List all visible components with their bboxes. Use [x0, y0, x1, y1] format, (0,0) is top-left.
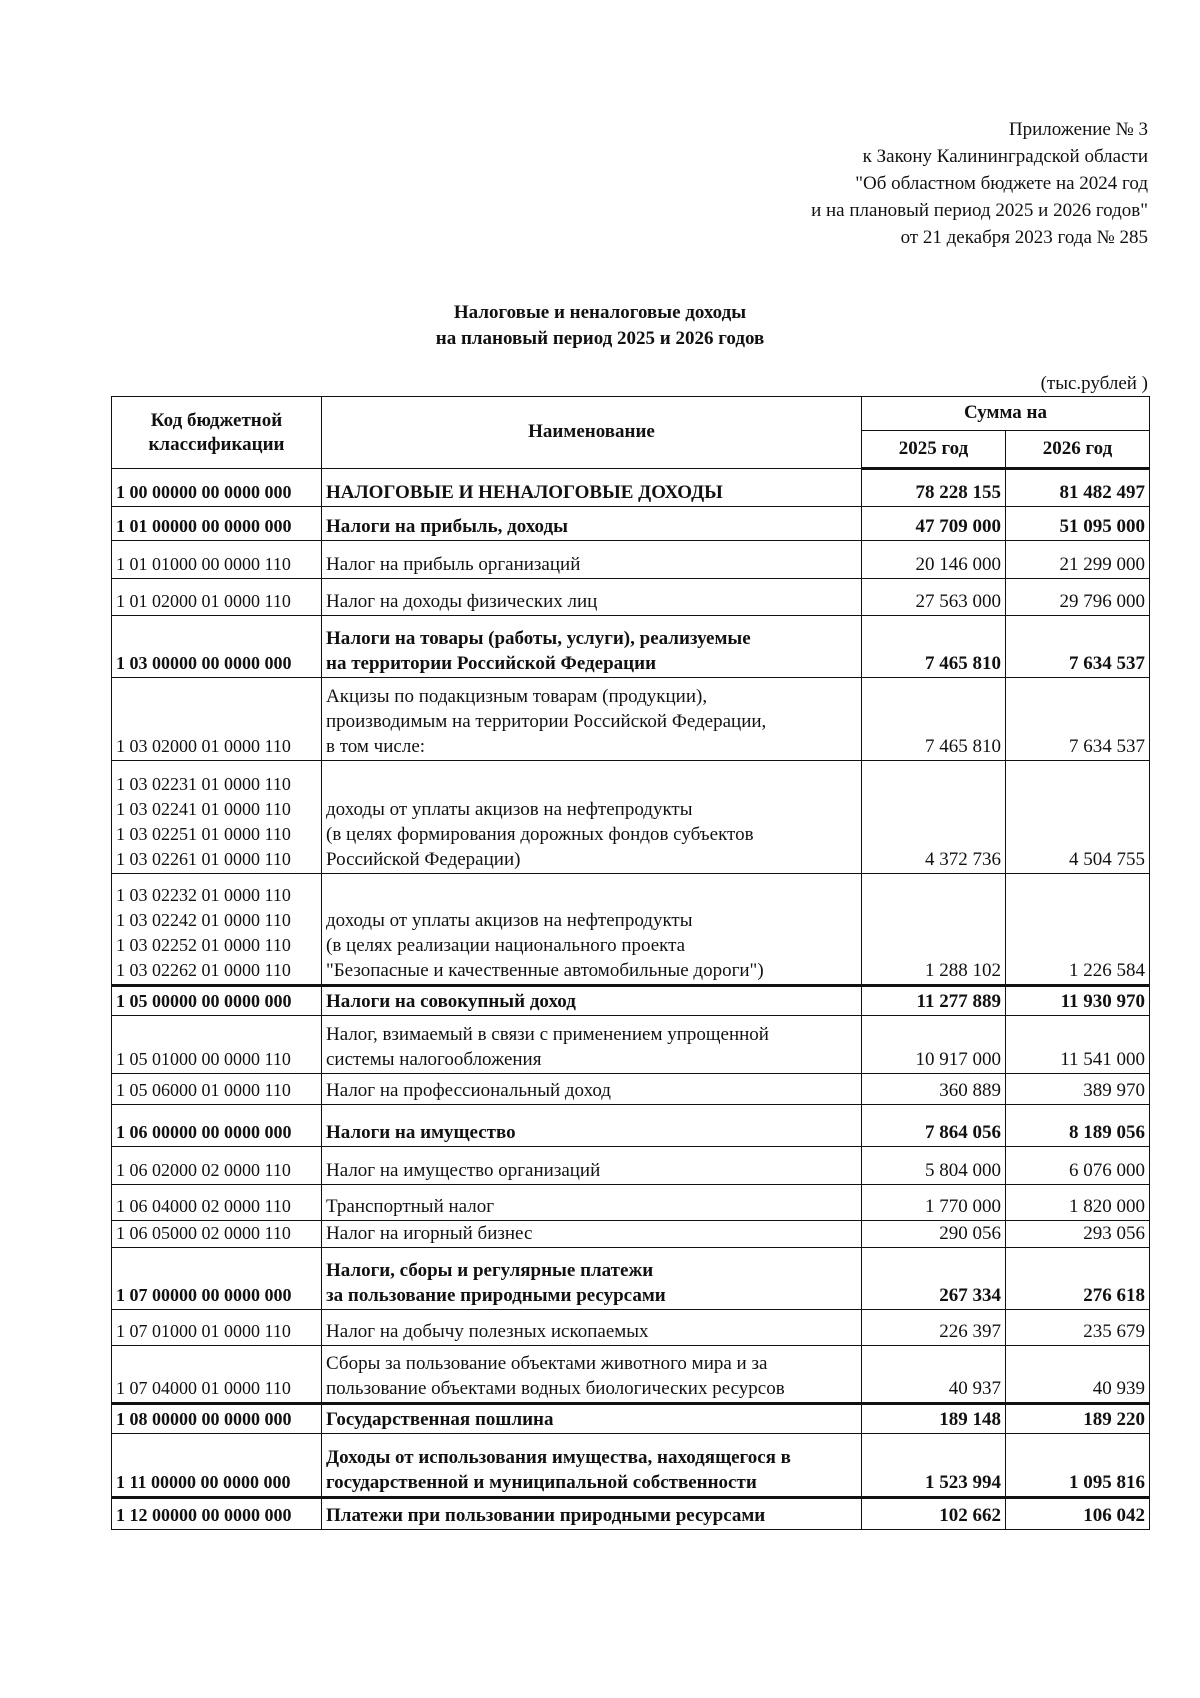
row-name: Налоги на товары (работы, услуги), реализуемые на территории Российской Федерации: [322, 616, 862, 678]
table-row: [112, 579, 1150, 616]
row-code: 1 11 00000 00 0000 000: [112, 1434, 322, 1498]
header-code: Код бюджетной классификации: [112, 397, 322, 469]
row-value-2025: 47 709 000: [862, 507, 1006, 541]
row-value-2026: 4 504 755: [1006, 761, 1150, 874]
units-note: (тыс.рублей ): [1040, 373, 1148, 394]
row-value-2026: 8 189 056: [1006, 1105, 1150, 1147]
row-code: 1 03 02232 01 0000 110 1 03 02242 01 0000 110 1 03 02252 01 0000 110 1 03 02262 01 0000 110: [112, 874, 322, 986]
row-name: доходы от уплаты акцизов на нефтепродукты (в целях реализации национального проекта "Безопасные и качественные автомобильные дороги"): [322, 874, 862, 986]
row-name: Налоги на прибыль, доходы: [322, 507, 862, 541]
row-name: Налог на игорный бизнес: [322, 1221, 862, 1248]
row-value-2025: 1 523 994: [862, 1434, 1006, 1498]
table-row: [112, 1498, 1150, 1530]
appendix-law-date: от 21 декабря 2023 года № 285: [900, 227, 1148, 248]
row-value-2026: 11 541 000: [1006, 1016, 1150, 1074]
row-code: 1 01 02000 01 0000 110: [112, 579, 322, 616]
row-value-2025: 102 662: [862, 1498, 1006, 1530]
row-value-2026: 51 095 000: [1006, 507, 1150, 541]
row-value-2026: 1 820 000: [1006, 1185, 1150, 1221]
row-name: Платежи при пользовании природными ресурсами: [322, 1498, 862, 1530]
row-value-2025: 4 372 736: [862, 761, 1006, 874]
row-value-2025: 10 917 000: [862, 1016, 1006, 1074]
row-name: Транспортный налог: [322, 1185, 862, 1221]
header-year-2026: 2026 год: [1006, 431, 1150, 469]
row-value-2025: 1 288 102: [862, 874, 1006, 986]
row-name: Налог на имущество организаций: [322, 1147, 862, 1185]
table-row: [112, 1185, 1150, 1221]
header-name: Наименование: [322, 397, 862, 469]
table-row: [112, 1016, 1150, 1074]
header-year-2025: 2025 год: [862, 431, 1006, 469]
row-name: Налог на доходы физических лиц: [322, 579, 862, 616]
table-row: [112, 1404, 1150, 1434]
row-code: 1 03 02000 01 0000 110: [112, 678, 322, 761]
appendix-number: Приложение № 3: [1008, 119, 1148, 140]
row-name: Налог на прибыль организаций: [322, 541, 862, 579]
table-row: [112, 1434, 1150, 1498]
row-code: 1 06 04000 02 0000 110: [112, 1185, 322, 1221]
row-value-2025: 78 228 155: [862, 469, 1006, 507]
row-name: Налог на профессиональный доход: [322, 1074, 862, 1105]
row-code: 1 06 00000 00 0000 000: [112, 1105, 322, 1147]
table-row: [112, 469, 1150, 507]
row-value-2025: 7 465 810: [862, 616, 1006, 678]
row-code: 1 00 00000 00 0000 000: [112, 469, 322, 507]
table-row: [112, 1346, 1150, 1404]
revenue-table: [111, 396, 1150, 1530]
row-name: Государственная пошлина: [322, 1404, 862, 1434]
row-value-2025: 27 563 000: [862, 579, 1006, 616]
appendix-header: [811, 116, 1148, 251]
table-row: [112, 1147, 1150, 1185]
row-value-2026: 29 796 000: [1006, 579, 1150, 616]
row-value-2025: 40 937: [862, 1346, 1006, 1404]
table-row: [112, 1074, 1150, 1105]
table-row: [112, 986, 1150, 1016]
row-code: 1 05 06000 01 0000 110: [112, 1074, 322, 1105]
row-value-2026: 6 076 000: [1006, 1147, 1150, 1185]
appendix-law-period: и на плановый период 2025 и 2026 годов": [811, 200, 1148, 221]
row-value-2025: 226 397: [862, 1310, 1006, 1346]
row-name: Налог на добычу полезных ископаемых: [322, 1310, 862, 1346]
row-code: 1 06 02000 02 0000 110: [112, 1147, 322, 1185]
row-value-2026: 81 482 497: [1006, 469, 1150, 507]
row-value-2026: 189 220: [1006, 1404, 1150, 1434]
row-code: 1 08 00000 00 0000 000: [112, 1404, 322, 1434]
row-code: 1 07 01000 01 0000 110: [112, 1310, 322, 1346]
table-row: [112, 874, 1150, 986]
row-value-2026: 389 970: [1006, 1074, 1150, 1105]
row-name: Налог, взимаемый в связи с применением упрощенной системы налогообложения: [322, 1016, 862, 1074]
row-value-2026: 235 679: [1006, 1310, 1150, 1346]
row-code: 1 05 01000 00 0000 110: [112, 1016, 322, 1074]
row-code: 1 07 04000 01 0000 110: [112, 1346, 322, 1404]
row-value-2026: 40 939: [1006, 1346, 1150, 1404]
row-value-2025: 7 864 056: [862, 1105, 1006, 1147]
row-code: 1 01 01000 00 0000 110: [112, 541, 322, 579]
row-value-2025: 360 889: [862, 1074, 1006, 1105]
appendix-law-ref: к Закону Калининградской области: [862, 146, 1148, 167]
row-value-2025: 189 148: [862, 1404, 1006, 1434]
row-value-2026: 1 095 816: [1006, 1434, 1150, 1498]
table-row: [112, 541, 1150, 579]
row-name: доходы от уплаты акцизов на нефтепродукты (в целях формирования дорожных фондов субъектов Российской Федерации): [322, 761, 862, 874]
table-row: [112, 1105, 1150, 1147]
row-code: 1 12 00000 00 0000 000: [112, 1498, 322, 1530]
row-name: НАЛОГОВЫЕ И НЕНАЛОГОВЫЕ ДОХОДЫ: [322, 469, 862, 507]
header-sum: Сумма на: [862, 397, 1150, 431]
document-title: [0, 300, 1200, 352]
row-value-2025: 20 146 000: [862, 541, 1006, 579]
table-row: [112, 616, 1150, 678]
table-row: [112, 507, 1150, 541]
row-code: 1 03 02231 01 0000 110 1 03 02241 01 0000 110 1 03 02251 01 0000 110 1 03 02261 01 0000 110: [112, 761, 322, 874]
row-value-2025: 11 277 889: [862, 986, 1006, 1016]
row-value-2026: 7 634 537: [1006, 616, 1150, 678]
row-value-2026: 276 618: [1006, 1248, 1150, 1310]
row-value-2026: 11 930 970: [1006, 986, 1150, 1016]
row-value-2026: 7 634 537: [1006, 678, 1150, 761]
title-line-2: на плановый период 2025 и 2026 годов: [435, 328, 765, 349]
row-value-2026: 21 299 000: [1006, 541, 1150, 579]
table-row: [112, 1310, 1150, 1346]
row-name: Доходы от использования имущества, находящегося в государственной и муниципальной собственности: [322, 1434, 862, 1498]
row-value-2026: 1 226 584: [1006, 874, 1150, 986]
table-row: [112, 1221, 1150, 1248]
title-line-1: Налоговые и неналоговые доходы: [453, 302, 747, 323]
appendix-law-title: "Об областном бюджете на 2024 год: [855, 173, 1148, 194]
row-value-2026: 106 042: [1006, 1498, 1150, 1530]
row-value-2025: 267 334: [862, 1248, 1006, 1310]
row-code: 1 03 00000 00 0000 000: [112, 616, 322, 678]
row-code: 1 06 05000 02 0000 110: [112, 1221, 322, 1248]
table-row: [112, 678, 1150, 761]
row-value-2026: 293 056: [1006, 1221, 1150, 1248]
table-row: [112, 1248, 1150, 1310]
row-code: 1 01 00000 00 0000 000: [112, 507, 322, 541]
row-name: Сборы за пользование объектами животного мира и за пользование объектами водных биологических ресурсов: [322, 1346, 862, 1404]
row-value-2025: 290 056: [862, 1221, 1006, 1248]
table-row: [112, 761, 1150, 874]
row-value-2025: 7 465 810: [862, 678, 1006, 761]
row-value-2025: 1 770 000: [862, 1185, 1006, 1221]
row-name: Налоги, сборы и регулярные платежи за пользование природными ресурсами: [322, 1248, 862, 1310]
row-name: Акцизы по подакцизным товарам (продукции), производимым на территории Российской Федерации, в том числе:: [322, 678, 862, 761]
row-name: Налоги на совокупный доход: [322, 986, 862, 1016]
row-code: 1 05 00000 00 0000 000: [112, 986, 322, 1016]
row-value-2025: 5 804 000: [862, 1147, 1006, 1185]
row-code: 1 07 00000 00 0000 000: [112, 1248, 322, 1310]
row-name: Налоги на имущество: [322, 1105, 862, 1147]
